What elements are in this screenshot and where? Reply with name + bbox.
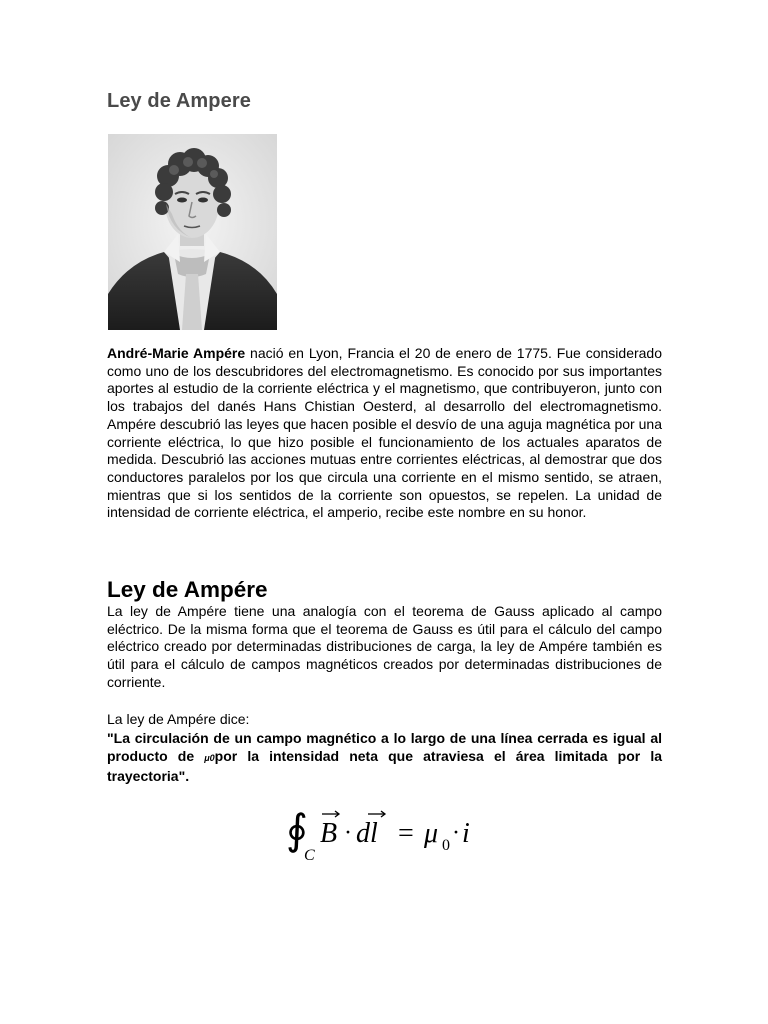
- formula-mu-subscript: 0: [442, 837, 450, 854]
- quote-part-1: "La circulación de un campo magnético a lo largo de una línea cerrada es igual al producto de: [107, 730, 662, 764]
- integral-subscript: C: [304, 847, 315, 864]
- law-statement-quote: [107, 729, 662, 785]
- mu-zero-symbol: μ0: [204, 753, 215, 763]
- vector-arrow-icon: [322, 811, 339, 817]
- page-title: Ley de Ampere: [107, 90, 251, 112]
- law-statement-lead: La ley de Ampére dice:: [107, 711, 250, 727]
- formula-dot-2: ·: [452, 820, 460, 846]
- biography-paragraph: [107, 345, 662, 522]
- intro-paragraph: La ley de Ampére tiene una analogía con el teorema de Gauss aplicado al campo eléctrico. De la misma forma que el teorema de Gauss es útil para el cálculo del campo eléctrico creado por determinadas distribuciones de carga, la ley de Ampére también es útil para el cálculo de campos magnéticos creados por determinadas distribuciones de corriente.: [107, 603, 662, 690]
- formula-i: i: [462, 818, 470, 849]
- ampere-portrait-illustration: [108, 134, 277, 330]
- formula-dot: ·: [344, 820, 352, 846]
- bio-name: André-Marie Ampére: [107, 345, 246, 361]
- contour-integral-symbol: ∮: [286, 808, 308, 854]
- formula-equals: =: [398, 818, 414, 849]
- formula-B: B: [320, 818, 338, 849]
- formula-dl: dl: [356, 818, 378, 849]
- formula-mu: μ: [424, 818, 439, 849]
- vector-arrow-icon: [368, 811, 385, 817]
- bio-text: nació en Lyon, Francia el 20 de enero de 1775. Fue considerado como uno de los descubridores del electromagnetismo. Es conocido por sus importantes aportes al estudio de la corriente eléctrica y el magnetismo, que contribuyeron, junto con los trabajos del danés Hans Chistian Oesterd, al desarrollo del electromagnetismo. Ampére descubrió las leyes que hacen posible el desvío de una aguja magnética por una corriente eléctrica, lo que hizo posible el funcionamiento de los actuales aparatos de medida. Descubrió las acciones mutuas entre corrientes eléctricas, al demostrar que dos conductores paralelos por los que circula una corriente en el mismo sentido, se atraen, mientras que si los sentidos de la corriente son opuestos, se repelen. La unidad de intensidad de corriente eléctrica, el amperio, recibe este nombre en su honor.: [107, 345, 662, 521]
- quote-part-2: por la intensidad neta que atraviesa el área limitada por la trayectoria".: [107, 748, 662, 784]
- section-title: Ley de Ampére: [107, 577, 268, 602]
- ampere-law-formula: [284, 804, 494, 864]
- portrait-image: [108, 134, 277, 330]
